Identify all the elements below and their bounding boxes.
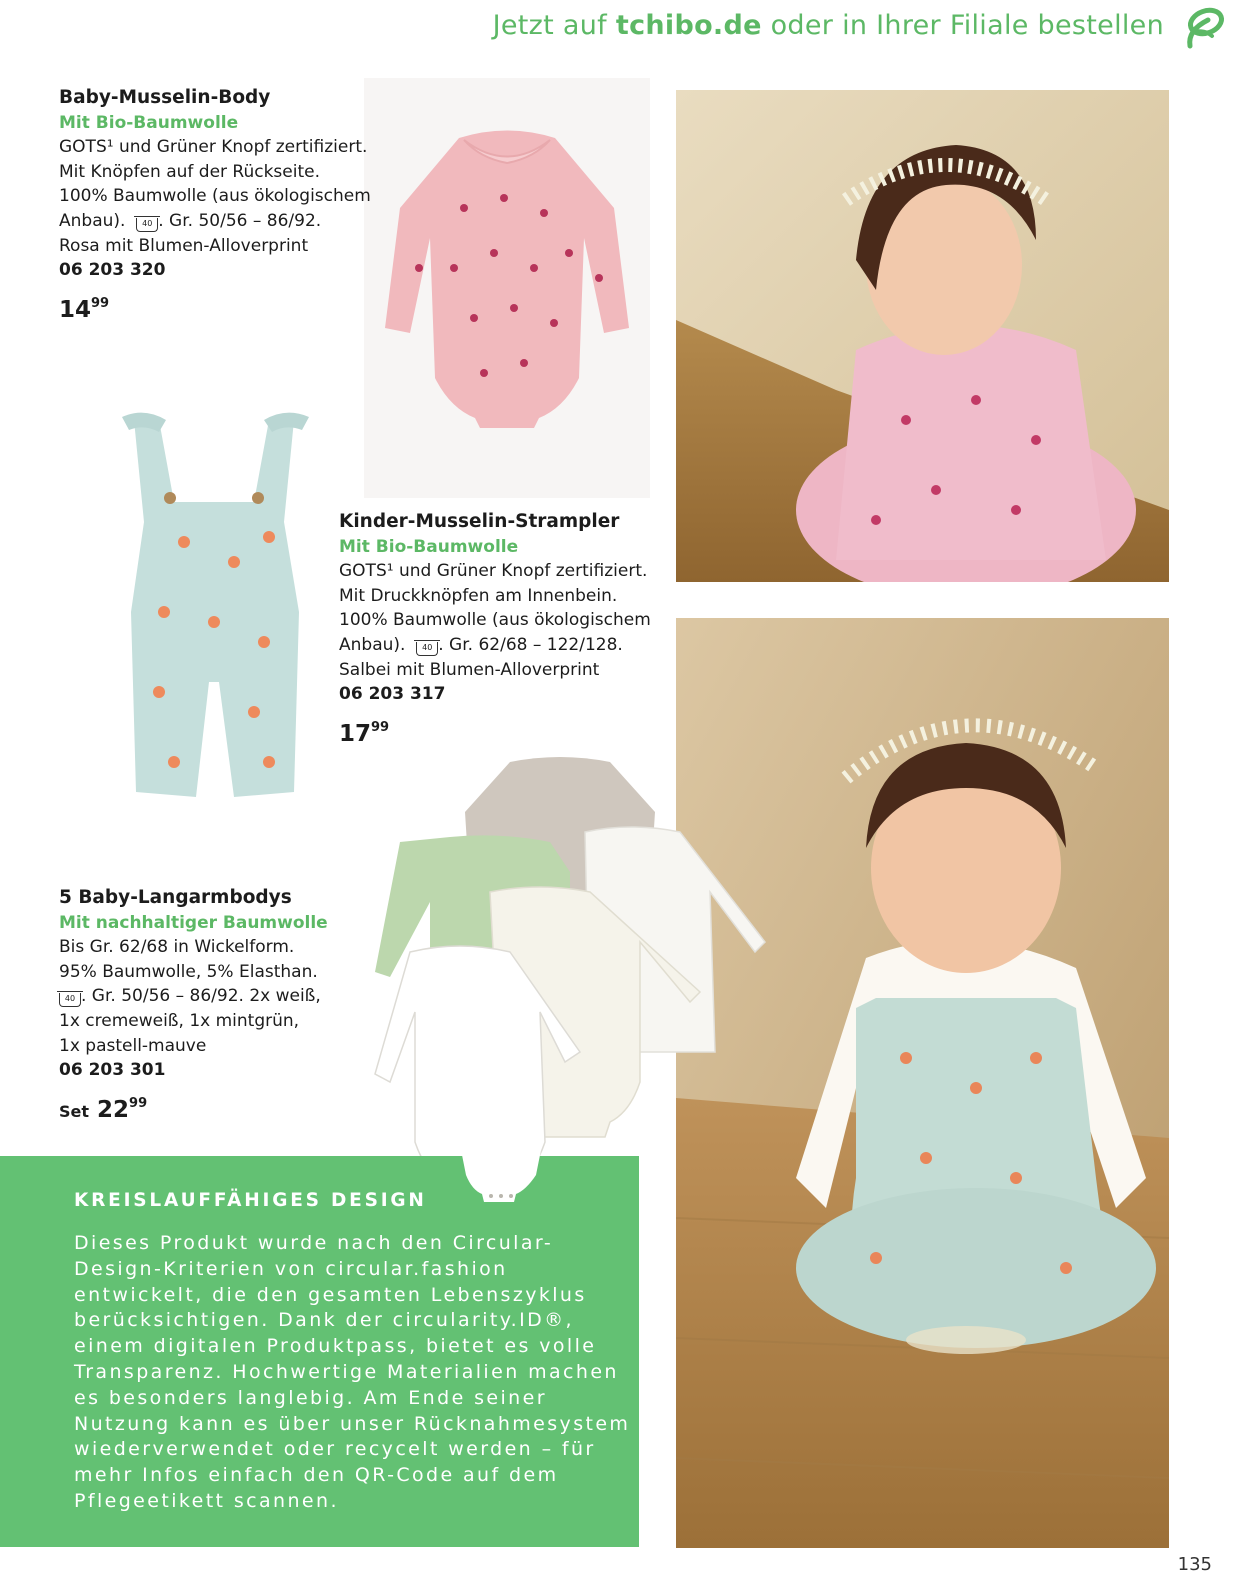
article-number: 06 203 317 — [339, 684, 446, 705]
article-number: 06 203 301 — [59, 1060, 166, 1081]
price: $14^{99}$ — [59, 295, 110, 323]
product-5-baby-langarmbodys: 5 Baby-Langarmbodys Mit nachhaltiger Baumwolle Bis Gr. 62/68 in Wickelform. 95% Baumwolle, 5% Elasthan. 40 . Gr. 50/56 – 86/92. 2x weiß, 1x cremeweiß, 1x mintgrün, 1x pastell-mauve 06 203 301 Set $22^{99}$ — [59, 886, 328, 1127]
product-image-pink-body — [364, 78, 650, 498]
product-image-langarmbodys — [370, 752, 780, 1202]
photo-girl-pink-body — [676, 90, 1169, 582]
product-name: 5 Baby-Langarmbodys — [59, 887, 292, 908]
wash-40-icon: 40 — [59, 993, 81, 1007]
product-name: Baby-Musselin-Body — [59, 87, 271, 108]
product-baby-musselin-body: Baby-Musselin-Body Mit Bio-Baumwolle GOTS¹ und Grüner Knopf zertifiziert. Mit Knöpfen auf der Rückseite. 100% Baumwolle (aus ökologischem Anbau). 40 . Gr. 50/56 – 86/92. Rosa mit Blumen-Alloverprint 06 203 320 $14^{99}$ — [59, 87, 371, 323]
product-subtitle: Mit Bio-Baumwolle — [339, 536, 519, 557]
article-number: 06 203 320 — [59, 260, 166, 281]
wash-40-icon: 40 — [136, 218, 158, 232]
price: $17^{99}$ — [339, 719, 390, 747]
product-image-sage-strampler — [104, 412, 326, 822]
product-name: Kinder-Musselin-Strampler — [339, 511, 620, 532]
info-box-body: Dieses Produkt wurde nach den Circular- Design-Kriterien von circular.fashion entwickelt, die den gesamten Lebenszyklus berücksichtigen. Dank der circularity.ID®, einem digitalen Produktpass, bietet es volle Transparenz. Hochwertige Materialien machen es besonders langlebig. Am Ende seiner Nutzung kann es über unser Rücknahmesystem wiederverwendet oder recycelt werden – für mehr Infos einfach den QR-Code auf dem Pflegeetikett scannen. — [74, 1232, 631, 1512]
header-order-line: Jetzt auf tchibo.de oder in Ihrer Filiale bestellen — [492, 10, 1164, 41]
site-link[interactable]: tchibo.de — [615, 10, 762, 41]
product-image-body-overlap — [456, 1150, 546, 1202]
circular-design-info-box — [0, 1156, 639, 1547]
wash-40-icon: 40 — [416, 642, 438, 656]
product-subtitle: Mit Bio-Baumwolle — [59, 112, 239, 133]
tchibo-bean-logo-icon — [1178, 2, 1226, 50]
price: Set $22^{99}$ — [59, 1095, 148, 1123]
product-kinder-musselin-strampler: Kinder-Musselin-Strampler Mit Bio-Baumwolle GOTS¹ und Grüner Knopf zertifiziert. Mit Druckknöpfen am Innenbein. 100% Baumwolle (aus ökologischem Anbau). 40 . Gr. 62/68 – 122/128. Salbei mit Blumen-Alloverprint 06 203 317 $17^{99}$ — [339, 511, 651, 747]
page-number: 135 — [1177, 1554, 1212, 1575]
info-box-title: KREISLAUFFÄHIGES DESIGN — [74, 1190, 427, 1211]
product-subtitle: Mit nachhaltiger Baumwolle — [59, 912, 328, 933]
